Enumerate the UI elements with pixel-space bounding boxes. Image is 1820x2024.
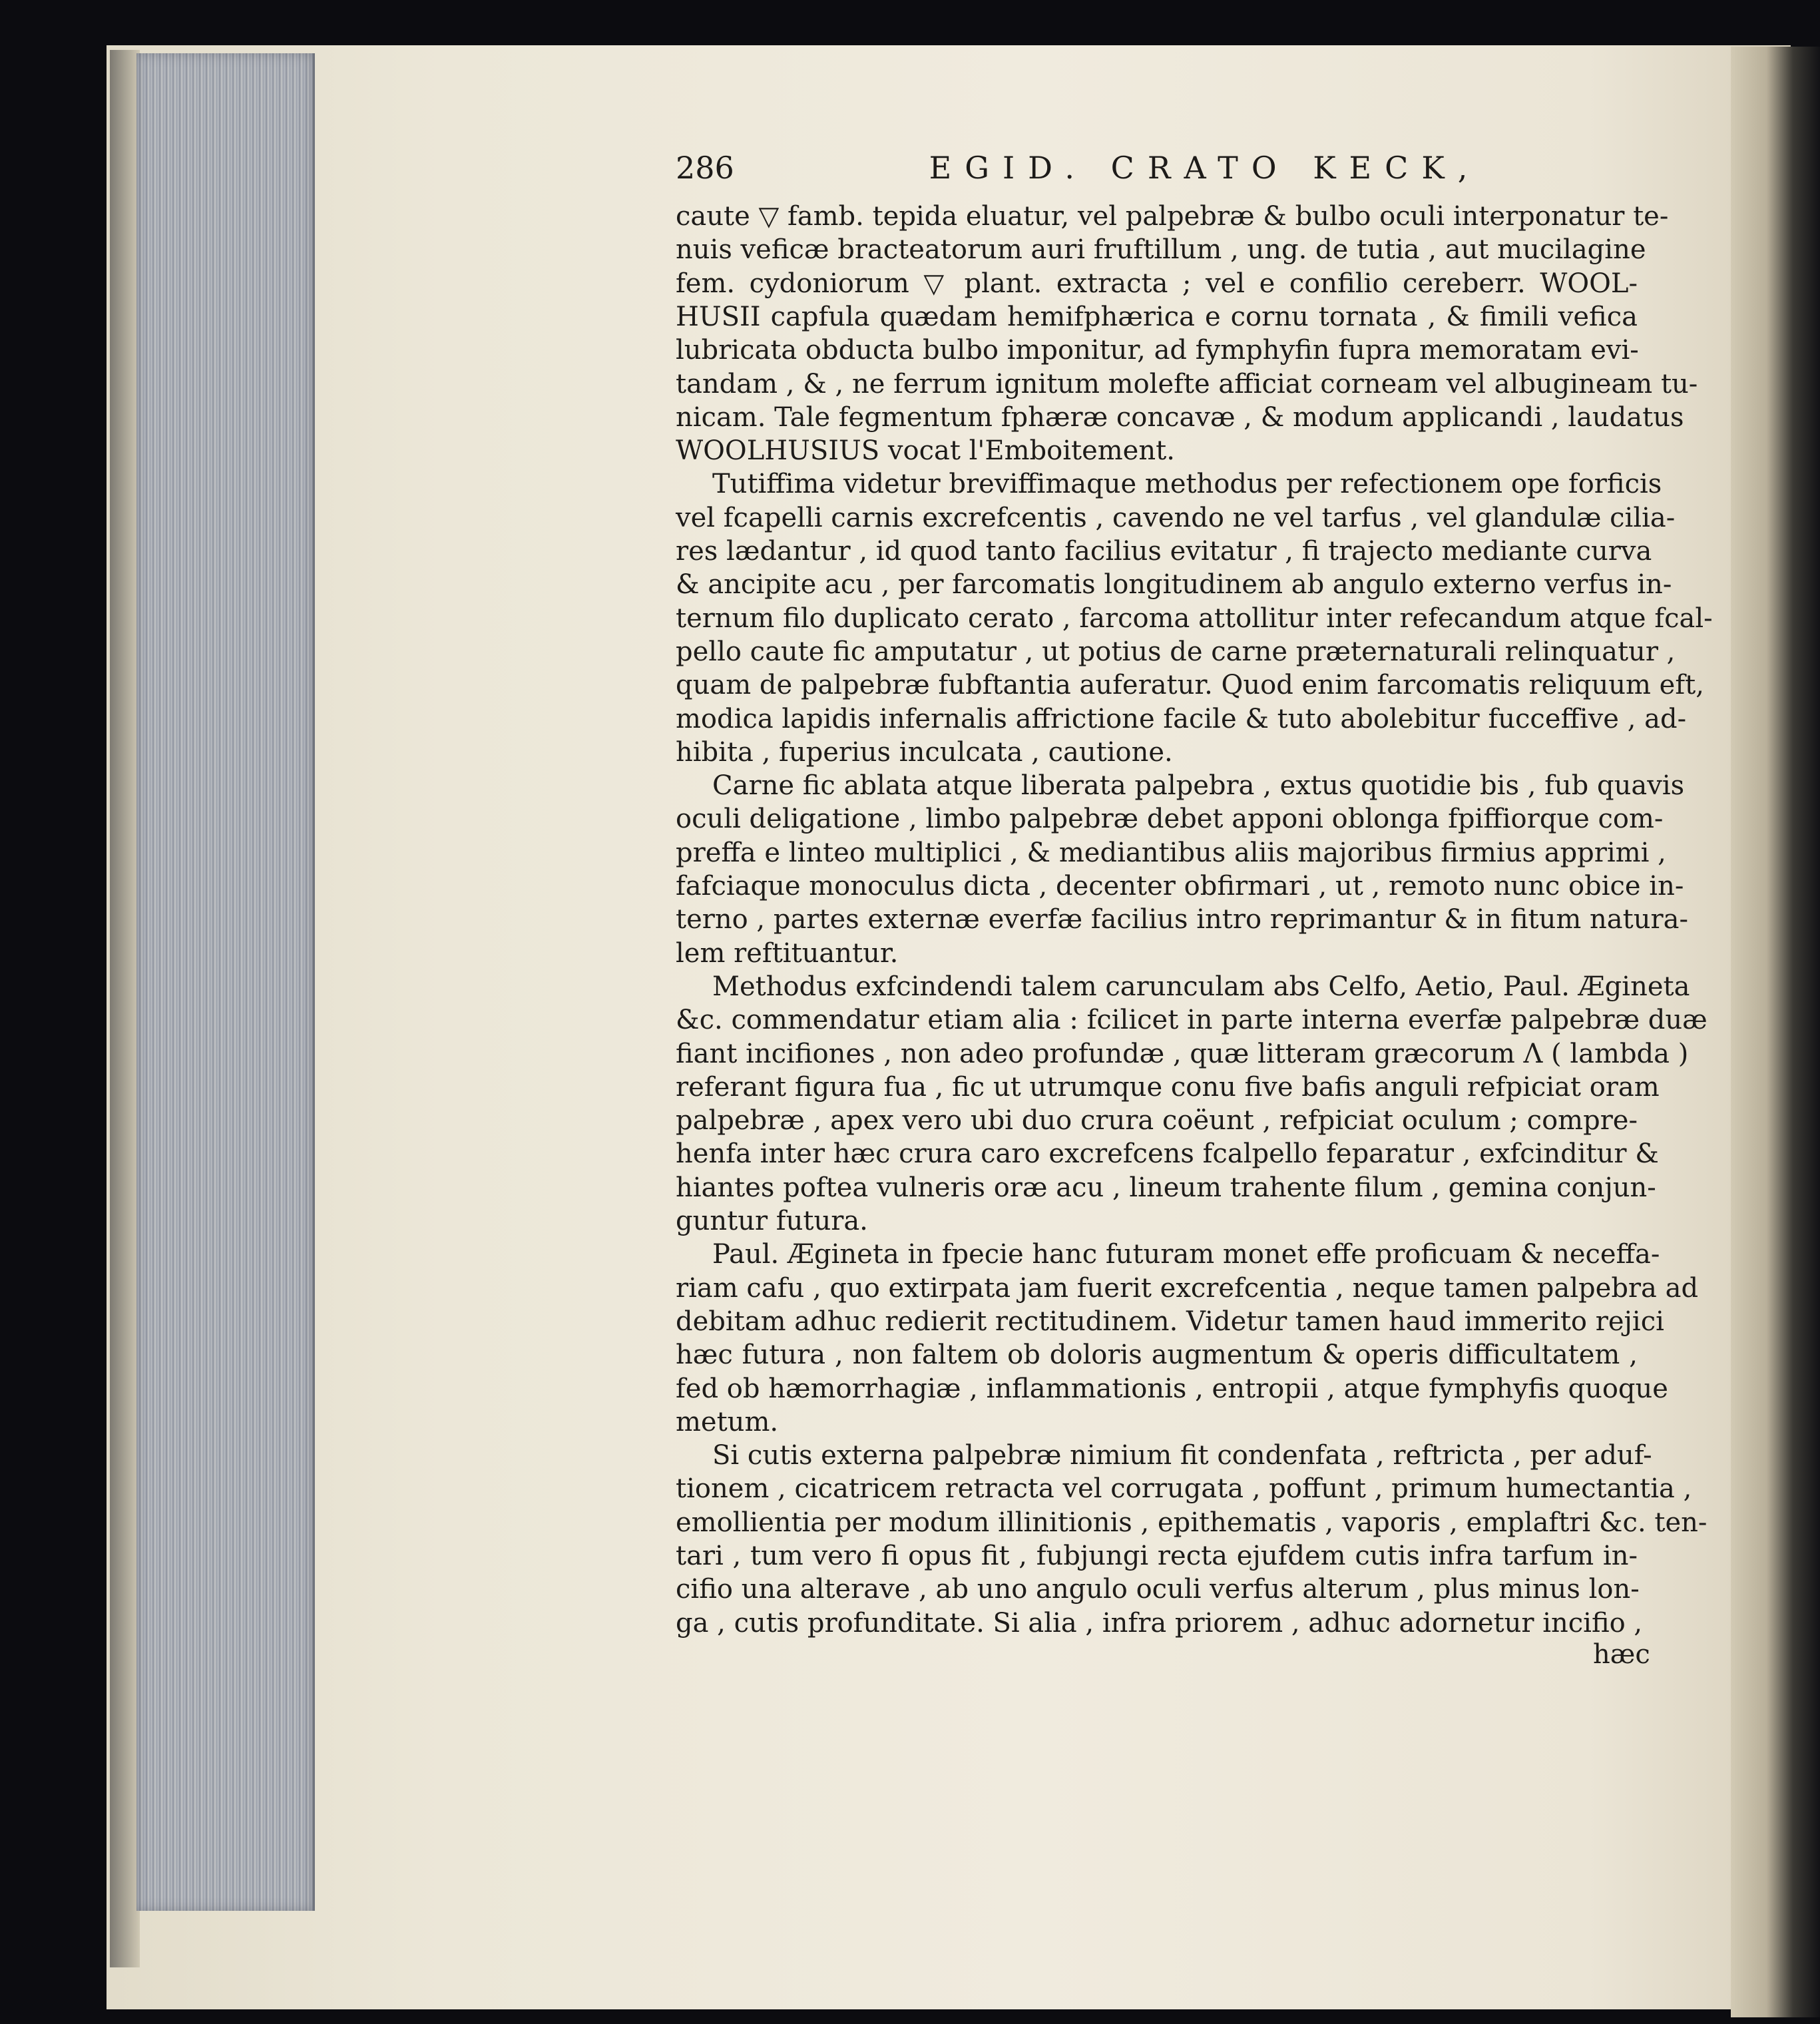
text-line: emollientia per modum illinitionis , epithematis , vaporis , emplaftri &c. ten- — [676, 1507, 1707, 1538]
text-line: referant figura fua , fic ut utrumque conu five bafis anguli refpiciat oram — [676, 1071, 1660, 1103]
text-line: hiantes poftea vulneris oræ acu , lineum trahente filum , gemina conjun- — [676, 1172, 1656, 1203]
text-line: ternum filo duplicato cerato , farcoma attollitur inter refecandum atque fcal- — [676, 603, 1713, 634]
running-head: EGID. CRATO KECK, — [929, 150, 1481, 186]
page-header — [676, 150, 1638, 190]
text-line: henfa inter hæc crura caro excrefcens fcalpello feparatur , exfcinditur & — [676, 1138, 1659, 1170]
text-line: ga , cutis profunditate. Si alia , infra priorem , adhuc adornetur incifio , — [676, 1607, 1643, 1639]
text-line: cifio una alterave , ab uno angulo oculi verfus alterum , plus minus lon- — [676, 1574, 1640, 1605]
text-line: Methodus exfcindendi talem carunculam abs Celfo, Aetio, Paul. Ægineta — [712, 971, 1690, 1002]
text-line: palpebræ , apex vero ubi duo crura coëunt , refpiciat oculum ; compre- — [676, 1105, 1638, 1137]
text-line: vel fcapelli carnis excrefcentis , cavendo ne vel tarfus , vel glandulæ cilia- — [676, 502, 1676, 533]
text-line: Carne fic ablata atque liberata palpebra , extus quotidie bis , fub quavis — [712, 770, 1685, 802]
text-line: terno , partes externæ everfæ facilius intro reprimantur & in fitum natura- — [676, 904, 1688, 935]
text-line: oculi deligatione , limbo palpebræ debet apponi oblonga fpiffiorque com- — [676, 804, 1664, 835]
text-line: preffa e linteo multiplici , & mediantibus aliis majoribus firmius apprimi , — [676, 837, 1666, 868]
text-line: pello caute fic amputatur , ut potius de carne præternaturali relinquatur , — [676, 636, 1676, 667]
page-stack-edges — [136, 53, 315, 1911]
text-line: hibita , fuperius inculcata , cautione. — [676, 736, 1173, 768]
text-line: fem. cydoniorum ▽ plant. extracta ; vel e confilio cereberr. WOOL- — [676, 268, 1638, 299]
book-gutter — [1731, 47, 1820, 2017]
text-line: lubricata obducta bulbo imponitur, ad fymphyfin fupra memoratam evi- — [676, 335, 1639, 366]
text-line: fed ob hæmorrhagiæ , inflammationis , entropii , atque fymphyfis quoque — [676, 1373, 1668, 1404]
text-line: caute ▽ famb. tepida eluatur, vel palpebræ & bulbo oculi interponatur te- — [676, 201, 1669, 232]
text-line: nuis veficæ bracteatorum auri fruftillum , ung. de tutia , aut mucilagine — [676, 234, 1646, 266]
text-line: Paul. Ægineta in fpecie hanc futuram monet effe proficuam & neceffa- — [712, 1239, 1660, 1270]
text-line: guntur futura. — [676, 1206, 868, 1236]
text-line: fafciaque monoculus dicta , decenter obfirmari , ut , remoto nunc obice in- — [676, 871, 1684, 901]
text-line: metum. — [676, 1406, 779, 1437]
text-line: hæc futura , non faltem ob doloris augmentum & operis difficultatem , — [676, 1340, 1638, 1371]
page-edge-shadow — [110, 50, 140, 1967]
text-line: nicam. Tale fegmentum fphæræ concavæ , & modum applicandi , laudatus — [676, 401, 1684, 433]
text-line: riam cafu , quo extirpata jam fuerit excrefcentia , neque tamen palpebra ad — [676, 1272, 1699, 1304]
text-line: HUSII capfula quædam hemifphærica e cornu tornata , & fimili vefica — [676, 301, 1638, 332]
text-line: tandam , & , ne ferrum ignitum molefte afficiat corneam vel albugineam tu- — [676, 368, 1698, 399]
text-line: tari , tum vero fi opus fit , fubjungi recta ejufdem cutis infra tarfum in- — [676, 1541, 1638, 1571]
text-line: Si cutis externa palpebræ nimium fit condenfata , reftricta , per aduf- — [712, 1440, 1652, 1471]
catchword: hæc — [1593, 1639, 1650, 1670]
text-line: &c. commendatur etiam alia : fcilicet in parte interna everfæ palpebræ duæ — [676, 1005, 1707, 1036]
text-line: fiant incifiones , non adeo profundæ , quæ litteram græcorum Λ ( lambda ) — [676, 1038, 1689, 1069]
page-number: 286 — [676, 150, 734, 186]
text-line: debitam adhuc redierit rectitudinem. Videtur tamen haud immerito rejici — [676, 1306, 1664, 1337]
text-line: WOOLHUSIUS vocat l'Emboitement. — [676, 435, 1175, 467]
text-line: modica lapidis infernalis affrictione facile & tuto abolebitur fucceffive , ad- — [676, 703, 1687, 734]
text-line: & ancipite acu , per farcomatis longitudinem ab angulo externo verfus in- — [676, 569, 1672, 601]
text-line: lem reftituantur. — [676, 937, 899, 969]
text-line: quam de palpebræ fubftantia auferatur. Quod enim farcomatis reliquum eft, — [676, 670, 1704, 701]
text-line: Tutiffima videtur breviffimaque methodus per refectionem ope forficis — [712, 469, 1662, 500]
text-line: res lædantur , id quod tanto facilius evitatur , fi trajecto mediante curva — [676, 536, 1652, 567]
text-line: tionem , cicatricem retracta vel corrugata , poffunt , primum humectantia , — [676, 1473, 1692, 1505]
